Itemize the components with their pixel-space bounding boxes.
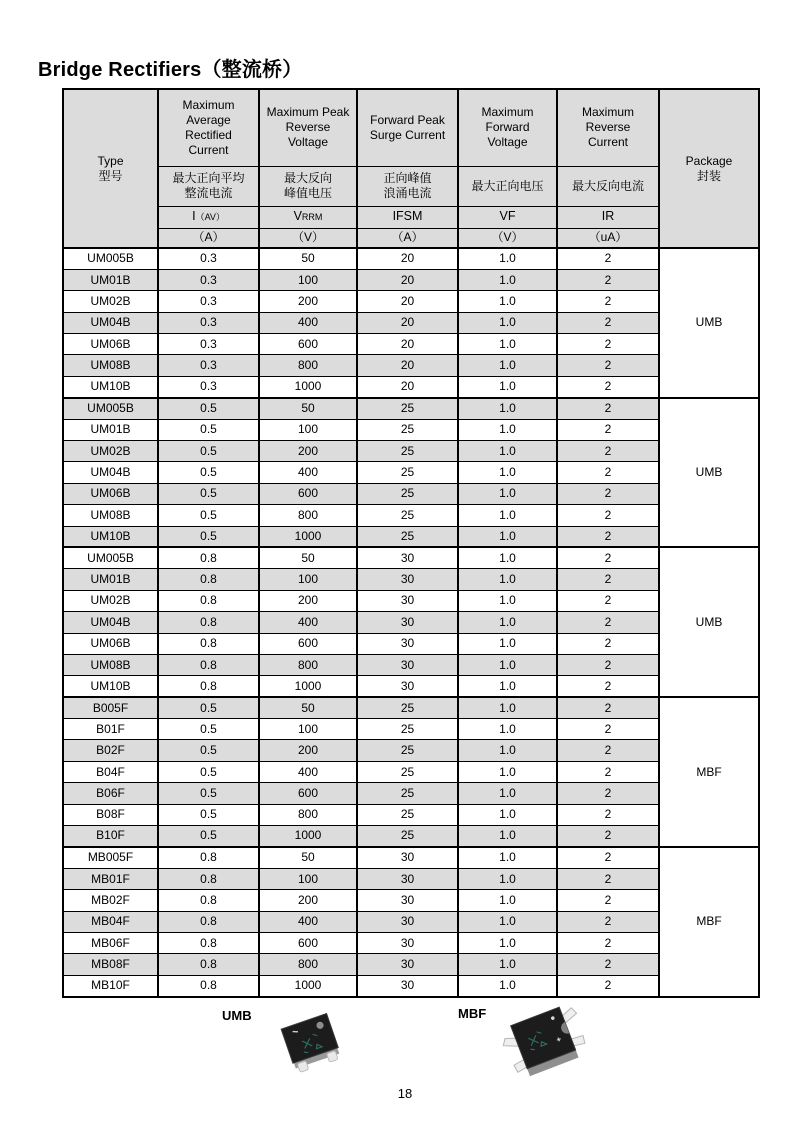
cell-vrrm: 400 [259,312,357,333]
package-cell: UMB [659,398,759,548]
table-row [63,847,759,868]
cell-vf: 1.0 [458,868,557,889]
cell-vrrm: 100 [259,269,357,290]
cell-ir: 2 [557,547,659,568]
cell-iav: 0.8 [158,676,259,697]
umb-package-photo [276,1008,348,1087]
table-row [63,355,759,376]
cell-vf: 1.0 [458,933,557,954]
cell-type: B10F [63,826,158,847]
header-cell-vrrm-unit: （V） [259,228,357,248]
cell-iav: 0.3 [158,334,259,355]
header-cell-ifsm-symbol: IFSM [357,206,458,228]
cell-ifsm: 25 [357,526,458,547]
cell-iav: 0.5 [158,783,259,804]
cell-iav: 0.5 [158,441,259,462]
cell-vf: 1.0 [458,890,557,911]
header-cell-type [63,89,158,248]
cell-vrrm: 200 [259,890,357,911]
cell-iav: 0.5 [158,826,259,847]
cell-type: UM01B [63,269,158,290]
package-header-en: Package [685,153,733,168]
cell-vf: 1.0 [458,419,557,440]
cell-vrrm: 100 [259,419,357,440]
header-cell-ifsm-en: Forward Peak Surge Current [357,89,458,166]
cell-iav: 0.5 [158,697,259,718]
cell-vrrm: 800 [259,654,357,675]
cell-vf: 1.0 [458,612,557,633]
cell-type: UM06B [63,633,158,654]
package-header-cn: 封装 [696,168,721,183]
table-row [63,441,759,462]
cell-ir: 2 [557,954,659,975]
cell-ifsm: 25 [357,740,458,761]
cell-iav: 0.8 [158,569,259,590]
page-number: 18 [397,1086,413,1101]
cell-vf: 1.0 [458,783,557,804]
cell-vf: 1.0 [458,975,557,996]
table-row [63,911,759,932]
cell-ifsm: 25 [357,419,458,440]
cell-ifsm: 30 [357,654,458,675]
cell-ifsm: 30 [357,547,458,568]
cell-type: UM01B [63,419,158,440]
table-row [63,740,759,761]
cell-vrrm: 200 [259,441,357,462]
cell-type: UM10B [63,526,158,547]
cell-type: UM10B [63,676,158,697]
package-cell: UMB [659,547,759,697]
table-row [63,547,759,568]
header-row-symbols [63,206,759,228]
cell-iav: 0.3 [158,269,259,290]
cell-vf: 1.0 [458,376,557,397]
cell-ir: 2 [557,676,659,697]
cell-vf: 1.0 [458,398,557,419]
header-row-units [63,228,759,248]
type-header-cn: 型号 [98,168,123,183]
cell-ir: 2 [557,398,659,419]
umb-package-label: UMB [222,1008,252,1023]
cell-type: MB02F [63,890,158,911]
cell-vrrm: 400 [259,911,357,932]
spec-table [62,88,760,998]
cell-iav: 0.5 [158,526,259,547]
cell-vf: 1.0 [458,590,557,611]
cell-iav: 0.8 [158,590,259,611]
cell-vf: 1.0 [458,483,557,504]
cell-vrrm: 600 [259,633,357,654]
cell-iav: 0.5 [158,505,259,526]
mbf-package-photo [498,998,596,1097]
cell-iav: 0.3 [158,355,259,376]
cell-type: UM005B [63,248,158,269]
cell-ir: 2 [557,312,659,333]
cell-ir: 2 [557,569,659,590]
cell-ifsm: 25 [357,719,458,740]
cell-vf: 1.0 [458,954,557,975]
header-cell-ifsm-cn: 正向峰值 浪涌电流 [357,166,458,206]
header-cell-iav-cn: 最大正向平均 整流电流 [158,166,259,206]
cell-type: UM04B [63,312,158,333]
cell-vrrm: 50 [259,398,357,419]
cell-ifsm: 25 [357,761,458,782]
cell-vrrm: 200 [259,291,357,312]
cell-iav: 0.8 [158,633,259,654]
cell-ir: 2 [557,376,659,397]
cell-ifsm: 25 [357,804,458,825]
cell-ir: 2 [557,911,659,932]
cell-type: MB04F [63,911,158,932]
cell-vrrm: 600 [259,483,357,504]
cell-vf: 1.0 [458,676,557,697]
cell-vrrm: 1000 [259,676,357,697]
cell-type: UM08B [63,355,158,376]
cell-iav: 0.8 [158,612,259,633]
header-cell-iav-symbol: I（AV） [158,206,259,228]
cell-ir: 2 [557,804,659,825]
cell-ir: 2 [557,526,659,547]
cell-iav: 0.8 [158,911,259,932]
mbf-package-label: MBF [458,1006,487,1021]
cell-iav: 0.5 [158,761,259,782]
cell-type: UM08B [63,505,158,526]
table-row [63,890,759,911]
cell-type: UM02B [63,441,158,462]
header-row-chinese [63,166,759,206]
table-row [63,462,759,483]
cell-vf: 1.0 [458,654,557,675]
cell-ifsm: 25 [357,505,458,526]
cell-ir: 2 [557,248,659,269]
cell-type: UM04B [63,462,158,483]
cell-ir: 2 [557,740,659,761]
cell-ir: 2 [557,355,659,376]
cell-ifsm: 30 [357,633,458,654]
header-cell-vrrm-cn: 最大反向 峰值电压 [259,166,357,206]
cell-ifsm: 20 [357,376,458,397]
cell-type: B06F [63,783,158,804]
cell-type: UM02B [63,590,158,611]
table-row [63,868,759,889]
cell-type: B04F [63,761,158,782]
table-row [63,505,759,526]
cell-type: UM04B [63,612,158,633]
header-cell-ir-cn: 最大反向电流 [557,166,659,206]
table-row [63,654,759,675]
cell-iav: 0.8 [158,868,259,889]
cell-iav: 0.8 [158,847,259,868]
cell-ir: 2 [557,697,659,718]
cell-ifsm: 25 [357,483,458,504]
cell-ifsm: 20 [357,312,458,333]
cell-ir: 2 [557,269,659,290]
cell-ifsm: 20 [357,355,458,376]
cell-type: MB10F [63,975,158,996]
cell-vrrm: 1000 [259,975,357,996]
cell-ir: 2 [557,483,659,504]
cell-iav: 0.5 [158,740,259,761]
cell-vrrm: 600 [259,783,357,804]
cell-type: MB005F [63,847,158,868]
cell-type: UM005B [63,398,158,419]
cell-ir: 2 [557,761,659,782]
cell-ifsm: 30 [357,911,458,932]
cell-type: B005F [63,697,158,718]
cell-ir: 2 [557,419,659,440]
table-row [63,334,759,355]
cell-iav: 0.3 [158,312,259,333]
cell-vrrm: 100 [259,719,357,740]
cell-vrrm: 800 [259,355,357,376]
cell-type: UM01B [63,569,158,590]
cell-ifsm: 30 [357,569,458,590]
table-row [63,483,759,504]
table-row [63,933,759,954]
header-cell-vf-unit: （V） [458,228,557,248]
table-row [63,826,759,847]
cell-vrrm: 200 [259,590,357,611]
table-row [63,954,759,975]
cell-ifsm: 20 [357,248,458,269]
header-cell-iav-unit: （A） [158,228,259,248]
cell-iav: 0.5 [158,398,259,419]
table-row [63,612,759,633]
type-header-en: Type [97,153,124,168]
table-row [63,398,759,419]
cell-ifsm: 30 [357,954,458,975]
table-row [63,719,759,740]
cell-vf: 1.0 [458,505,557,526]
cell-vrrm: 800 [259,505,357,526]
cell-ir: 2 [557,612,659,633]
cell-iav: 0.8 [158,654,259,675]
header-cell-ir-en: Maximum Reverse Current [557,89,659,166]
table-header [63,89,759,248]
header-cell-ir-symbol: IR [557,206,659,228]
cell-ifsm: 30 [357,847,458,868]
cell-iav: 0.5 [158,719,259,740]
cell-vf: 1.0 [458,697,557,718]
cell-ifsm: 30 [357,975,458,996]
cell-vrrm: 50 [259,697,357,718]
cell-iav: 0.8 [158,547,259,568]
table-row [63,590,759,611]
cell-ir: 2 [557,826,659,847]
cell-vrrm: 50 [259,248,357,269]
table-row [63,291,759,312]
cell-ir: 2 [557,654,659,675]
cell-vrrm: 1000 [259,826,357,847]
package-cell: MBF [659,697,759,847]
cell-iav: 0.3 [158,248,259,269]
table-row [63,269,759,290]
cell-ifsm: 25 [357,697,458,718]
cell-ir: 2 [557,783,659,804]
cell-vf: 1.0 [458,761,557,782]
cell-vf: 1.0 [458,847,557,868]
cell-vf: 1.0 [458,334,557,355]
cell-type: MB06F [63,933,158,954]
cell-iav: 0.3 [158,376,259,397]
header-cell-vf-en: Maximum Forward Voltage [458,89,557,166]
cell-ir: 2 [557,890,659,911]
cell-ifsm: 20 [357,269,458,290]
header-cell-vf-symbol: VF [458,206,557,228]
table-body [63,248,759,997]
cell-ir: 2 [557,590,659,611]
header-row-english [63,89,759,166]
table-row [63,569,759,590]
table-row [63,783,759,804]
cell-type: MB01F [63,868,158,889]
cell-vf: 1.0 [458,826,557,847]
cell-vf: 1.0 [458,355,557,376]
cell-iav: 0.5 [158,419,259,440]
cell-vrrm: 400 [259,462,357,483]
cell-vf: 1.0 [458,911,557,932]
cell-ifsm: 30 [357,612,458,633]
cell-vf: 1.0 [458,547,557,568]
cell-ifsm: 30 [357,890,458,911]
cell-vf: 1.0 [458,633,557,654]
cell-type: B02F [63,740,158,761]
table-row [63,975,759,996]
cell-ifsm: 25 [357,441,458,462]
table-row [63,697,759,718]
table-row [63,419,759,440]
cell-type: B01F [63,719,158,740]
cell-vrrm: 1000 [259,526,357,547]
cell-ir: 2 [557,462,659,483]
cell-ir: 2 [557,975,659,996]
cell-iav: 0.5 [158,483,259,504]
cell-vrrm: 800 [259,804,357,825]
cell-type: UM08B [63,654,158,675]
cell-ifsm: 25 [357,826,458,847]
header-cell-ir-unit: （uA） [557,228,659,248]
cell-ifsm: 25 [357,783,458,804]
cell-vf: 1.0 [458,740,557,761]
cell-ir: 2 [557,847,659,868]
header-cell-vrrm-en: Maximum Peak Reverse Voltage [259,89,357,166]
cell-ir: 2 [557,334,659,355]
cell-vf: 1.0 [458,804,557,825]
cell-ifsm: 20 [357,334,458,355]
cell-iav: 0.8 [158,890,259,911]
cell-vf: 1.0 [458,569,557,590]
cell-ir: 2 [557,441,659,462]
cell-type: B08F [63,804,158,825]
table-row [63,761,759,782]
header-cell-ifsm-unit: （A） [357,228,458,248]
cell-ifsm: 25 [357,462,458,483]
table-row [63,376,759,397]
cell-ifsm: 30 [357,868,458,889]
cell-vrrm: 50 [259,547,357,568]
cell-vrrm: 800 [259,954,357,975]
cell-ir: 2 [557,505,659,526]
cell-vrrm: 50 [259,847,357,868]
cell-ifsm: 30 [357,590,458,611]
cell-vrrm: 100 [259,569,357,590]
cell-vrrm: 600 [259,933,357,954]
table-row [63,248,759,269]
cell-vrrm: 100 [259,868,357,889]
cell-type: UM06B [63,483,158,504]
cell-ir: 2 [557,719,659,740]
cell-vf: 1.0 [458,526,557,547]
cell-vf: 1.0 [458,312,557,333]
cell-vf: 1.0 [458,719,557,740]
spec-table-container [62,88,760,998]
header-cell-vf-cn: 最大正向电压 [458,166,557,206]
cell-vf: 1.0 [458,248,557,269]
cell-iav: 0.5 [158,804,259,825]
cell-vf: 1.0 [458,462,557,483]
cell-ir: 2 [557,933,659,954]
package-cell: MBF [659,847,759,997]
cell-type: UM10B [63,376,158,397]
header-cell-vrrm-symbol: VRRM [259,206,357,228]
cell-type: UM06B [63,334,158,355]
cell-iav: 0.8 [158,933,259,954]
cell-ifsm: 20 [357,291,458,312]
cell-type: UM005B [63,547,158,568]
cell-ifsm: 25 [357,398,458,419]
cell-vrrm: 1000 [259,376,357,397]
header-cell-package [659,89,759,248]
cell-ir: 2 [557,633,659,654]
table-row [63,676,759,697]
table-row [63,526,759,547]
cell-ir: 2 [557,868,659,889]
cell-vf: 1.0 [458,269,557,290]
cell-vrrm: 400 [259,612,357,633]
cell-ifsm: 30 [357,933,458,954]
cell-iav: 0.8 [158,954,259,975]
cell-iav: 0.5 [158,462,259,483]
table-row [63,804,759,825]
cell-type: MB08F [63,954,158,975]
cell-ifsm: 30 [357,676,458,697]
cell-vf: 1.0 [458,291,557,312]
table-row [63,633,759,654]
cell-ir: 2 [557,291,659,312]
package-cell: UMB [659,248,759,398]
cell-vf: 1.0 [458,441,557,462]
cell-vrrm: 200 [259,740,357,761]
cell-vrrm: 600 [259,334,357,355]
cell-vrrm: 400 [259,761,357,782]
cell-type: UM02B [63,291,158,312]
header-cell-iav-en: Maximum Average Rectified Current [158,89,259,166]
page-title: Bridge Rectifiers（整流桥） [38,59,303,82]
cell-iav: 0.3 [158,291,259,312]
table-row [63,312,759,333]
cell-iav: 0.8 [158,975,259,996]
